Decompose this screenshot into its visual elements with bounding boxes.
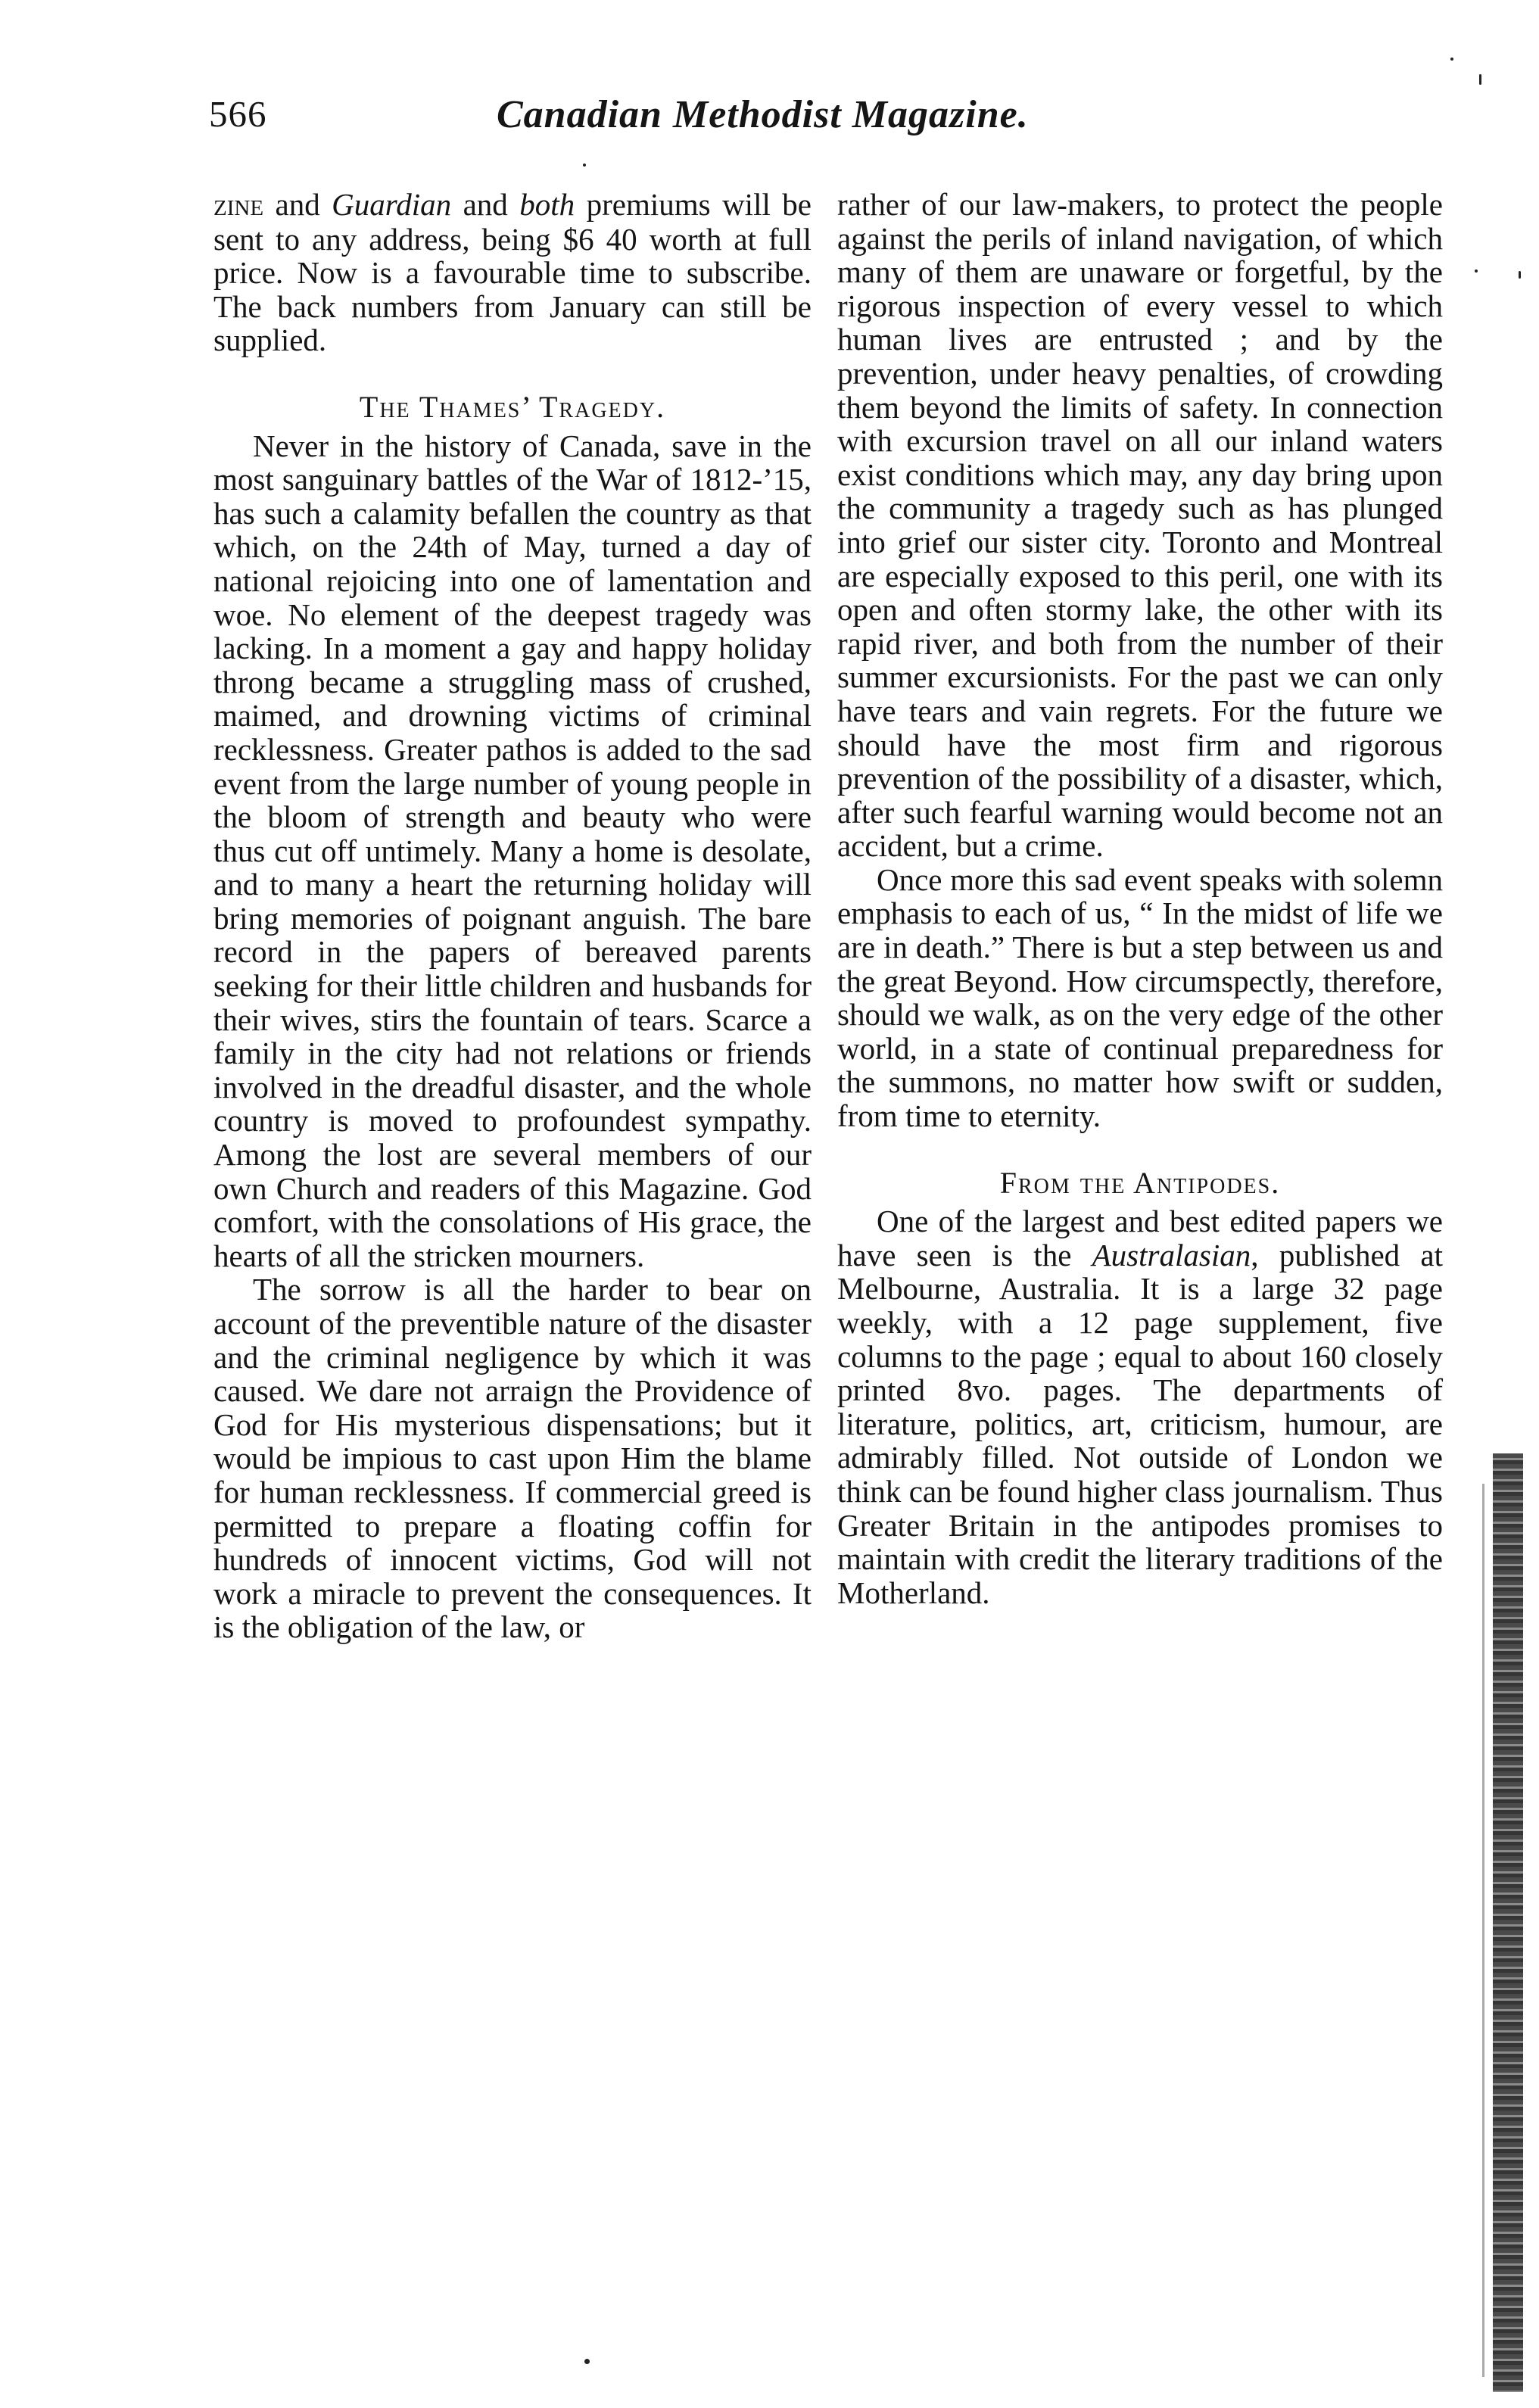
ink-speck bbox=[1450, 58, 1453, 61]
intro-zine: zine bbox=[213, 188, 264, 223]
australasian-title: Australasian bbox=[1092, 1237, 1251, 1273]
intro-guardian: Guardian bbox=[332, 187, 452, 222]
intro-and-1: and bbox=[263, 187, 332, 222]
intro-paragraph bbox=[213, 188, 812, 357]
ink-speck bbox=[1475, 269, 1478, 273]
ink-speck bbox=[583, 164, 586, 167]
heading-from-antipodes: From the Antipodes. bbox=[999, 1165, 1281, 1200]
thames-paragraph-1: Never in the history of Canada, save in the most sanguinary battles of the War of 1812-’15, has such a calamity befallen the country as that which, on the 24th of May, turned a day of national rejoicing into one of lamentation and woe. No element of the deepest tragedy was lacking. In a moment a gay and happy holiday throng became a struggling mass of crushed, maimed, and drowning victims of criminal recklessness. Greater pathos is added to the sad event from the large number of young people in the bloom of strength and beauty who were thus cut off untimely. Many a home is desolate, and to many a heart the returning holiday will bring memories of poignant anguish. The bare record in the papers of bereaved parents seeking for their little children and husbands for their wives, stirs the fountain of tears. Scarce a family in the city had not relations or friends involved in the dreadful disaster, and the whole country is moved to profoundest sympathy. Among the lost are several members of our own Church and readers of this Magazine. God comfort, with the consolations of His grace, the hearts of all the stricken mourners. bbox=[213, 428, 812, 1273]
intro-rest: premiums will be sent to any address, being $6 40 worth at full price. Now is a favourable time to subscribe. The back numbers from January can still be supplied. bbox=[213, 187, 812, 358]
ink-speck bbox=[1479, 74, 1481, 85]
antipodes-text-b: , published at Melbourne, Australia. It is a large 32 page weekly, with a 12 page supplement, five columns to the page ; equal to about 160 closely printed 8vo. pages. The departments of literature, politics, art, criticism, humour, are admirably filled. Not outside of London we think can be found higher class journalism. Thus Greater Britain in the antipodes promises to maintain with credit the literary traditions of the Motherland. bbox=[837, 1237, 1443, 1610]
ink-speck bbox=[1519, 271, 1521, 279]
thames-paragraph-4: Once more this sad event speaks with solemn emphasis to each of us, “ In the midst of life we are in death.” There is but a step between us and the great Beyond. How circumspectly, therefore, should we walk, as on the very edge of the other world, in a state of continual preparedness for the summons, no matter how swift or sudden, from time to eternity. bbox=[837, 861, 1443, 1134]
thames-paragraph-2: The sorrow is all the harder to bear on account of the preventible nature of the disaster and the criminal negligence by which it was caused. We dare not arraign the Providence of God for His mysterious dispensations; but it would be impious to cast upon Him the blame for human recklessness. If commercial greed is permitted to prepare a floating coffin for hundreds of innocent victims, God will not work a miracle to prevent the consequences. It is the obligation of the law, or bbox=[213, 1272, 812, 1645]
antipodes-text-a: One of the largest and best edited papers we have seen is the bbox=[837, 1204, 1443, 1273]
intro-both: both bbox=[519, 187, 575, 222]
thames-paragraph-3: rather of our law-makers, to protect the people against the perils of inland navigation, of which many of them are unaware or forgetful, by the rigorous inspection of every vessel to which human lives are entrusted ; and by the prevention, under heavy penalties, of crowding them beyond the limits of safety. In connection with excursion travel on all our inland waters exist conditions which may, any day bring upon the community a tragedy such as has plunged into grief our sister city. Toronto and Montreal are especially exposed to this peril, one with its open and often stormy lake, the other with its rapid river, and both from the number of their summer excursionists. For the past we can only have tears and vain regrets. For the future we should have the most firm and rigorous prevention of the possibility of a disaster, which, after such fearful warning would become not an accident, but a crime. bbox=[837, 187, 1443, 864]
left-column bbox=[213, 188, 812, 1644]
page-edge-line bbox=[1482, 1484, 1484, 2377]
right-column bbox=[837, 188, 1443, 1609]
magazine-title: Canadian Methodist Magazine. bbox=[497, 93, 1029, 136]
heading-thames-tragedy: The Thames’ Tragedy. bbox=[359, 389, 666, 424]
page-edge-shadow bbox=[1493, 1453, 1523, 2392]
running-head bbox=[209, 92, 1155, 145]
page-number: 566 bbox=[209, 93, 267, 135]
antipodes-paragraph bbox=[837, 1204, 1443, 1609]
ink-speck bbox=[584, 2359, 590, 2364]
intro-and-2: and bbox=[451, 187, 520, 222]
